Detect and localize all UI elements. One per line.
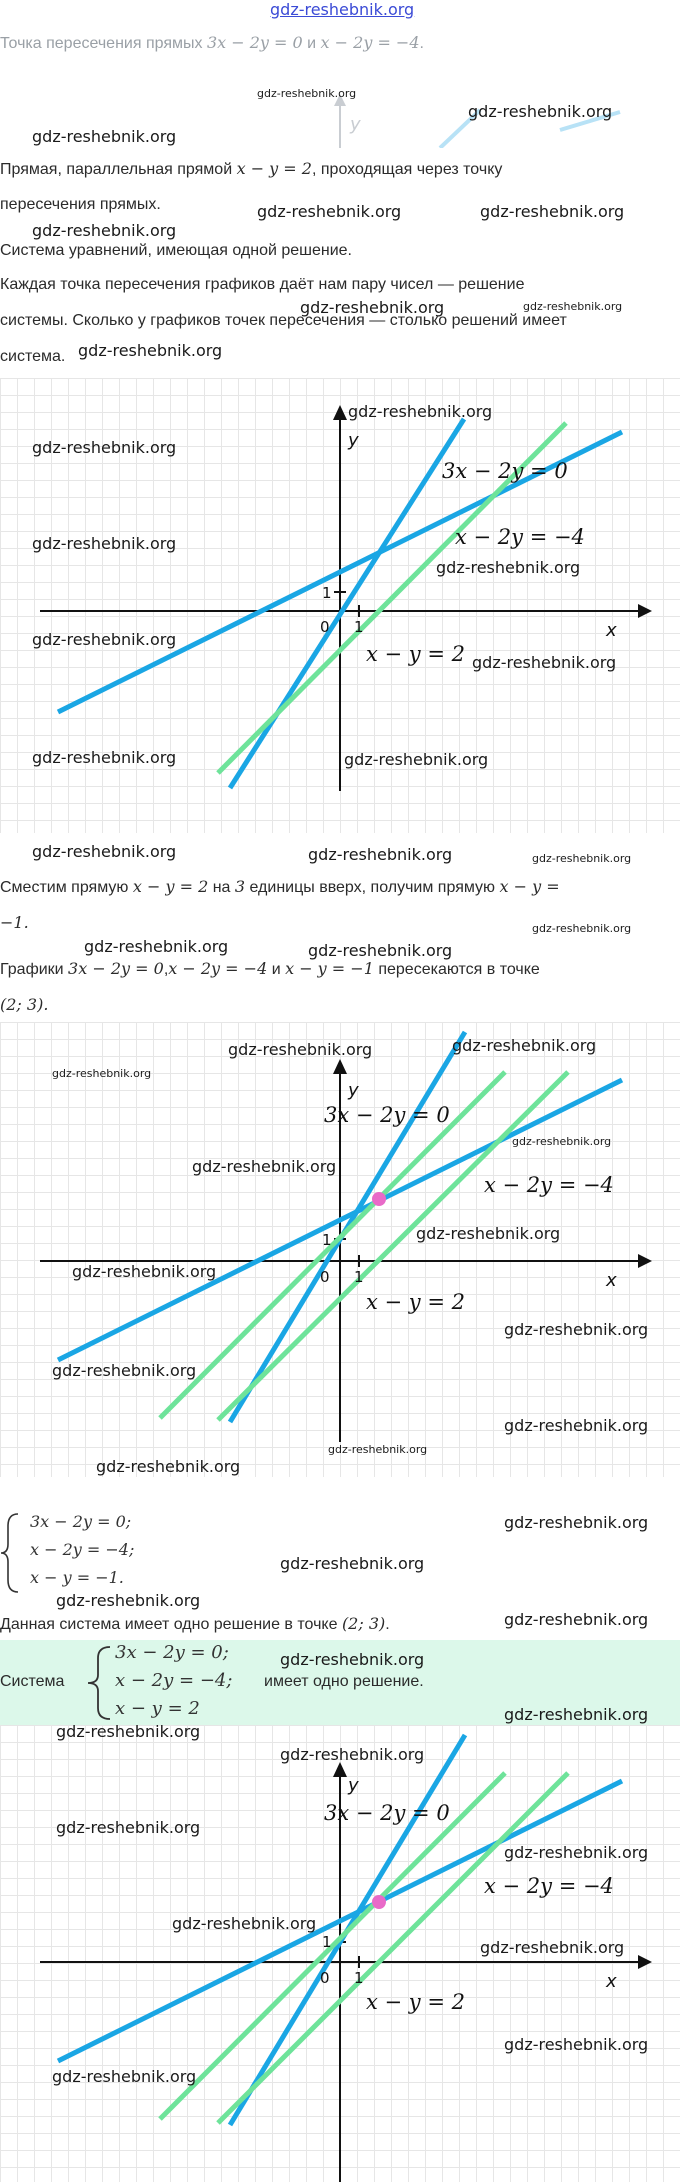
watermark: gdz-reshebnik.org <box>504 1320 649 1339</box>
watermark: gdz-reshebnik.org <box>436 558 581 577</box>
watermark: gdz-reshebnik.org <box>504 1416 649 1435</box>
system-block <box>0 1510 200 1596</box>
line-label-x-2y: x − 2y = −4 <box>455 525 585 549</box>
system-row: x − y = −1. <box>30 1568 124 1587</box>
intro-text: Точка пересечения прямых 3x − 2y = 0 и x − 2y = −4. <box>0 33 424 52</box>
watermark: gdz-reshebnik.org <box>348 402 493 421</box>
intersection-point <box>372 1192 386 1206</box>
line-label-x-y: x − y = 2 <box>366 1290 465 1314</box>
system-row: x − 2y = −4; <box>30 1540 135 1559</box>
watermark: gdz-reshebnik.org <box>472 653 617 672</box>
system-row: 3x − 2y = 0; <box>30 1512 132 1531</box>
tick-1-y: 1 <box>322 1933 332 1951</box>
y-axis-label: y <box>348 1080 359 1101</box>
para2: Система уравнений, имеющая одной решение. <box>0 242 352 259</box>
line-label-3x-2y: 3x − 2y = 0 <box>324 1801 450 1825</box>
watermark: gdz-reshebnik.org <box>300 298 445 317</box>
line-label-x-y: x − y = 2 <box>366 642 465 666</box>
x-axis-label: x <box>606 1971 617 1992</box>
shift-line1: Сместим прямую x − y = 2 на 3 единицы вверх, получим прямую x − y = <box>0 877 560 896</box>
graphs-line1: Графики 3x − 2y = 0,x − 2y = −4 и x − y = −1 пересекаются в точке <box>0 959 540 978</box>
para3-line2: системы. Сколько у графиков точек пересечения — столько решений имеет <box>0 312 567 329</box>
graph-2 <box>0 1022 680 1477</box>
origin-label: 0 <box>320 1268 330 1286</box>
watermark: gdz-reshebnik.org <box>56 1818 201 1837</box>
watermark: gdz-reshebnik.org <box>280 1650 425 1669</box>
watermark: gdz-reshebnik.org <box>480 1938 625 1957</box>
one-solution-text: Данная система имеет одно решение в точке (2; 3). <box>0 1614 390 1633</box>
watermark: gdz-reshebnik.org <box>32 748 177 767</box>
watermark: gdz-reshebnik.org <box>52 1067 152 1080</box>
watermark: gdz-reshebnik.org <box>52 2067 197 2086</box>
answer-row: 3x − 2y = 0; <box>115 1642 229 1663</box>
watermark: gdz-reshebnik.org <box>56 1722 201 1741</box>
origin-label: 0 <box>320 1969 330 1987</box>
watermark: gdz-reshebnik.org <box>280 1745 425 1764</box>
answer-suffix: имеет одно решение. <box>264 1673 424 1690</box>
line-label-x-y: x − y = 2 <box>366 1990 465 2014</box>
line-label-x-2y: x − 2y = −4 <box>484 1874 614 1898</box>
shift-line2: −1. <box>0 913 29 932</box>
watermark: gdz-reshebnik.org <box>328 1443 428 1456</box>
watermark: gdz-reshebnik.org <box>480 202 625 221</box>
tick-1-x: 1 <box>354 618 364 636</box>
watermark: gdz-reshebnik.org <box>78 341 223 360</box>
watermark: gdz-reshebnik.org <box>308 941 453 960</box>
tick-1-y: 1 <box>322 1231 332 1249</box>
watermark: gdz-reshebnik.org <box>532 922 632 935</box>
y-axis-label: y <box>348 430 359 451</box>
watermark: gdz-reshebnik.org <box>32 221 177 240</box>
watermark: gdz-reshebnik.org <box>52 1361 197 1380</box>
watermark: gdz-reshebnik.org <box>32 630 177 649</box>
watermark: gdz-reshebnik.org <box>192 1157 337 1176</box>
watermark: gdz-reshebnik.org <box>532 852 632 865</box>
watermark: gdz-reshebnik.org <box>32 534 177 553</box>
tick-1-x: 1 <box>354 1268 364 1286</box>
watermark: gdz-reshebnik.org <box>468 102 613 121</box>
answer-brace <box>80 1644 120 1722</box>
intersection-point <box>372 1895 386 1909</box>
watermark: gdz-reshebnik.org <box>32 842 177 861</box>
watermark: gdz-reshebnik.org <box>344 750 489 769</box>
answer-brace-svg <box>80 1644 120 1722</box>
svg-text:y: y <box>350 114 361 135</box>
graphs-line2: (2; 3). <box>0 995 49 1014</box>
x-axis-label: x <box>606 620 617 641</box>
watermark: gdz-reshebnik.org <box>32 127 177 146</box>
graph-2-svg <box>0 1022 680 1477</box>
watermark: gdz-reshebnik.org <box>452 1036 597 1055</box>
line-label-3x-2y: 3x − 2y = 0 <box>324 1103 450 1127</box>
para1-line1: Прямая, параллельная прямой x − y = 2, проходящая через точку <box>0 159 503 178</box>
watermark: gdz-reshebnik.org <box>504 1705 649 1724</box>
watermark: gdz-reshebnik.org <box>72 1262 217 1281</box>
answer-row: x − 2y = −4; <box>115 1670 233 1691</box>
answer-label: Система <box>0 1673 65 1690</box>
watermark: gdz-reshebnik.org <box>504 1610 649 1629</box>
watermark: gdz-reshebnik.org <box>32 438 177 457</box>
y-axis-label: y <box>348 1775 359 1796</box>
watermark: gdz-reshebnik.org <box>172 1914 317 1933</box>
watermark: gdz-reshebnik.org <box>96 1457 241 1476</box>
line-label-x-2y: x − 2y = −4 <box>484 1173 614 1197</box>
brace-svg <box>0 1510 30 1596</box>
watermark: gdz-reshebnik.org <box>504 1513 649 1532</box>
para3-line1: Каждая точка пересечения графиков даёт нам пару чисел — решение <box>0 276 525 293</box>
watermark: gdz-reshebnik.org <box>257 87 357 100</box>
para3-line3: система. <box>0 348 66 365</box>
tick-1-y: 1 <box>322 584 332 602</box>
watermark: gdz-reshebnik.org <box>416 1224 561 1243</box>
watermark: gdz-reshebnik.org <box>308 845 453 864</box>
x-axis-label: x <box>606 1270 617 1291</box>
watermark: gdz-reshebnik.org <box>257 202 402 221</box>
para1-line2: пересечения прямых. <box>0 196 161 213</box>
origin-label: 0 <box>320 618 330 636</box>
watermark: gdz-reshebnik.org <box>512 1135 612 1148</box>
tick-1-x: 1 <box>354 1969 364 1987</box>
answer-row: x − y = 2 <box>115 1698 200 1719</box>
watermark: gdz-reshebnik.org <box>228 1040 373 1059</box>
site-link[interactable]: gdz-reshebnik.org <box>270 0 415 19</box>
watermark: gdz-reshebnik.org <box>84 937 229 956</box>
line-label-3x-2y: 3x − 2y = 0 <box>442 459 568 483</box>
watermark: gdz-reshebnik.org <box>504 2035 649 2054</box>
watermark: gdz-reshebnik.org <box>280 1554 425 1573</box>
watermark: gdz-reshebnik.org <box>523 300 623 313</box>
watermark: gdz-reshebnik.org <box>504 1843 649 1862</box>
watermark: gdz-reshebnik.org <box>56 1591 201 1610</box>
